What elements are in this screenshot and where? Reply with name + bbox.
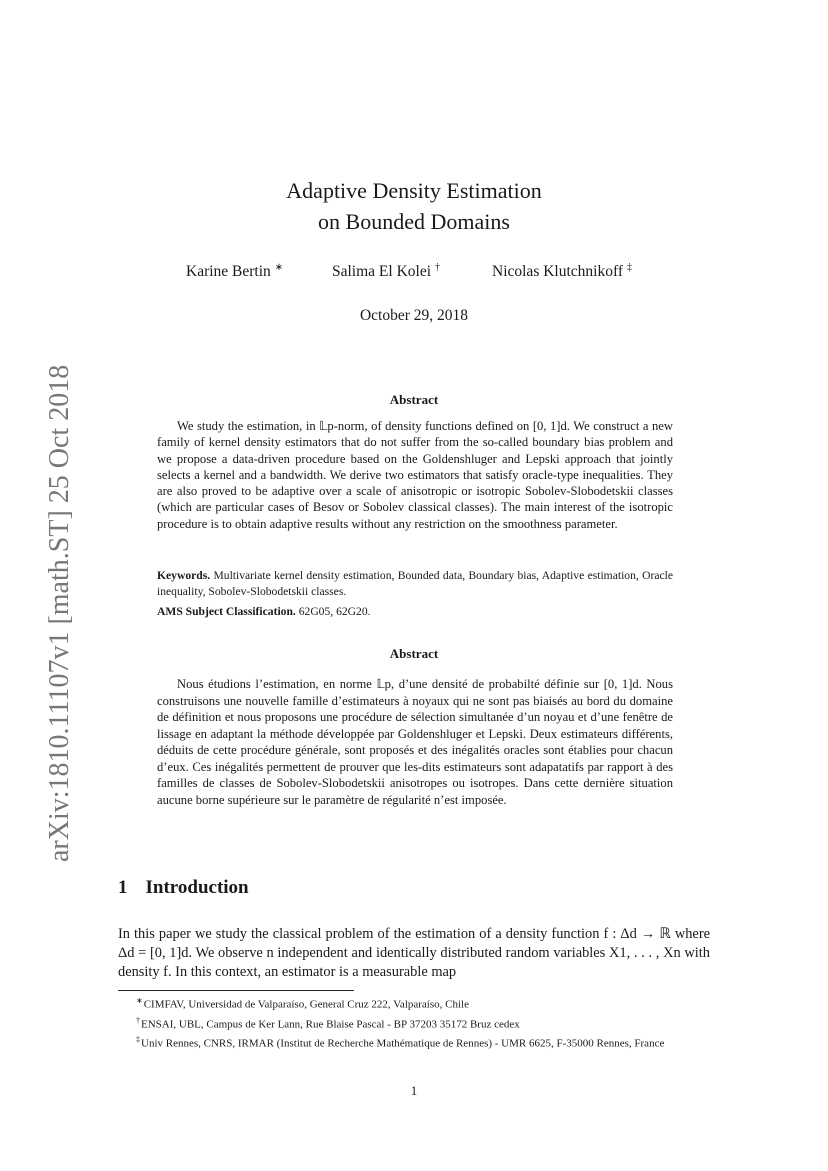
ams-classification <box>157 604 673 620</box>
paper-title <box>0 175 828 237</box>
title-line-1: Adaptive Density Estimation <box>286 178 542 203</box>
author-name: Salima El Kolei <box>332 263 432 281</box>
footnotes <box>118 993 712 1052</box>
footnote <box>118 993 712 1013</box>
author-name: Karine Bertin <box>186 263 271 281</box>
page-number: 1 <box>410 1083 418 1098</box>
title-line-2: on Bounded Domains <box>318 209 510 234</box>
abstract-heading-en: Abstract <box>389 392 439 407</box>
abstract-body-fr: Nous étudions l’estimation, en norme 𝕃p, d’une densité de probabilté définie sur [0, 1]d. Nous construisons une nouvelle famille d’estimateurs à noyaux qui ne sont pas biaisés au bord du domaine de définition et nous proposons une procédure de sélection simultanée d’un noyau et d’une fenêtre de lissage en adaptant la méthode développée par Goldenshluger et Lepski. Deux estimateurs différents, déduits de cette procédure générale, sont proposés et des inégalités oracles sont établies pour chacun d’eux. Ces inégalités permettent de prouver que les-dits estimateurs sont adapatatifs par rapport à des familles de classes de Sobolev-Slobodetskii anisotropes ou isotropes. Dans cette dernière situation aucune borne supérieure sur le paramètre de régularité n’est imposée. <box>157 677 673 807</box>
author-2 <box>332 262 440 281</box>
ams-text: 62G05, 62G20. <box>298 605 371 618</box>
ams-label: AMS Subject Classification. <box>157 605 296 618</box>
author-3 <box>492 262 632 281</box>
footnote <box>118 1013 712 1033</box>
arxiv-identifier: arXiv:1810.11107v1 [math.ST] 25 Oct 2018 <box>44 364 75 862</box>
author-name: Nicolas Klutchnikoff <box>492 263 624 281</box>
footnote-text: Univ Rennes, CNRS, IRMAR (Institut de Recherche Mathématique de Rennes) - UMR 6625, F-35000 Rennes, France <box>141 1037 665 1050</box>
arxiv-sidebar <box>20 352 75 862</box>
section-number: 1 <box>118 877 128 898</box>
paper-date: October 29, 2018 <box>359 307 469 324</box>
section-title: Introduction <box>145 877 249 898</box>
section-heading-introduction <box>118 877 249 899</box>
footnote-mark: ‡ <box>136 1035 140 1045</box>
footnote-mark: † <box>136 1015 140 1025</box>
footnote-mark: ∗ <box>136 996 143 1005</box>
introduction-paragraph: In this paper we study the classical problem of the estimation of a density function f : Δd → ℝ where Δd = [0, 1]d. We observe n independent and identically distributed random variables X1, . . . , Xn with density f. In this context, an estimator is a measurable map <box>118 926 710 980</box>
abstract-heading-fr: Abstract <box>389 646 439 661</box>
footnote-rule <box>118 990 354 991</box>
author-mark: ‡ <box>627 262 633 273</box>
keywords-label: Keywords. <box>157 569 211 582</box>
keywords <box>157 568 673 599</box>
author-1 <box>186 262 283 281</box>
author-mark: † <box>435 262 441 273</box>
author-list <box>0 262 828 286</box>
abstract-body-en: We study the estimation, in 𝕃p-norm, of density functions defined on [0, 1]d. We construct a new family of kernel density estimators that do not suffer from the so-called boundary bias problem and we propose a data-driven procedure based on the Goldenshluger and Lepski approach that jointly selects a kernel and a bandwidth. We derive two estimators that satisfy oracle-type inequalities. They are also proved to be adaptive over a scale of anisotropic or isotropic Sobolev-Slobodetskii classes (which are particular cases of Besov or Sobolev classical classes). The main interest of the isotropic procedure is to obtain adaptive results without any restriction on the smoothness parameter. <box>157 419 673 531</box>
footnote-text: CIMFAV, Universidad de Valparaíso, General Cruz 222, Valparaíso, Chile <box>143 998 469 1011</box>
footnote <box>118 1032 712 1052</box>
author-mark: ∗ <box>274 262 284 273</box>
keywords-text: Multivariate kernel density estimation, Bounded data, Boundary bias, Adaptive estimation, Oracle inequality, Sobolev-Slobodetskii classes. <box>157 569 673 598</box>
footnote-text: ENSAI, UBL, Campus de Ker Lann, Rue Blaise Pascal - BP 37203 35172 Bruz cedex <box>141 1018 520 1031</box>
